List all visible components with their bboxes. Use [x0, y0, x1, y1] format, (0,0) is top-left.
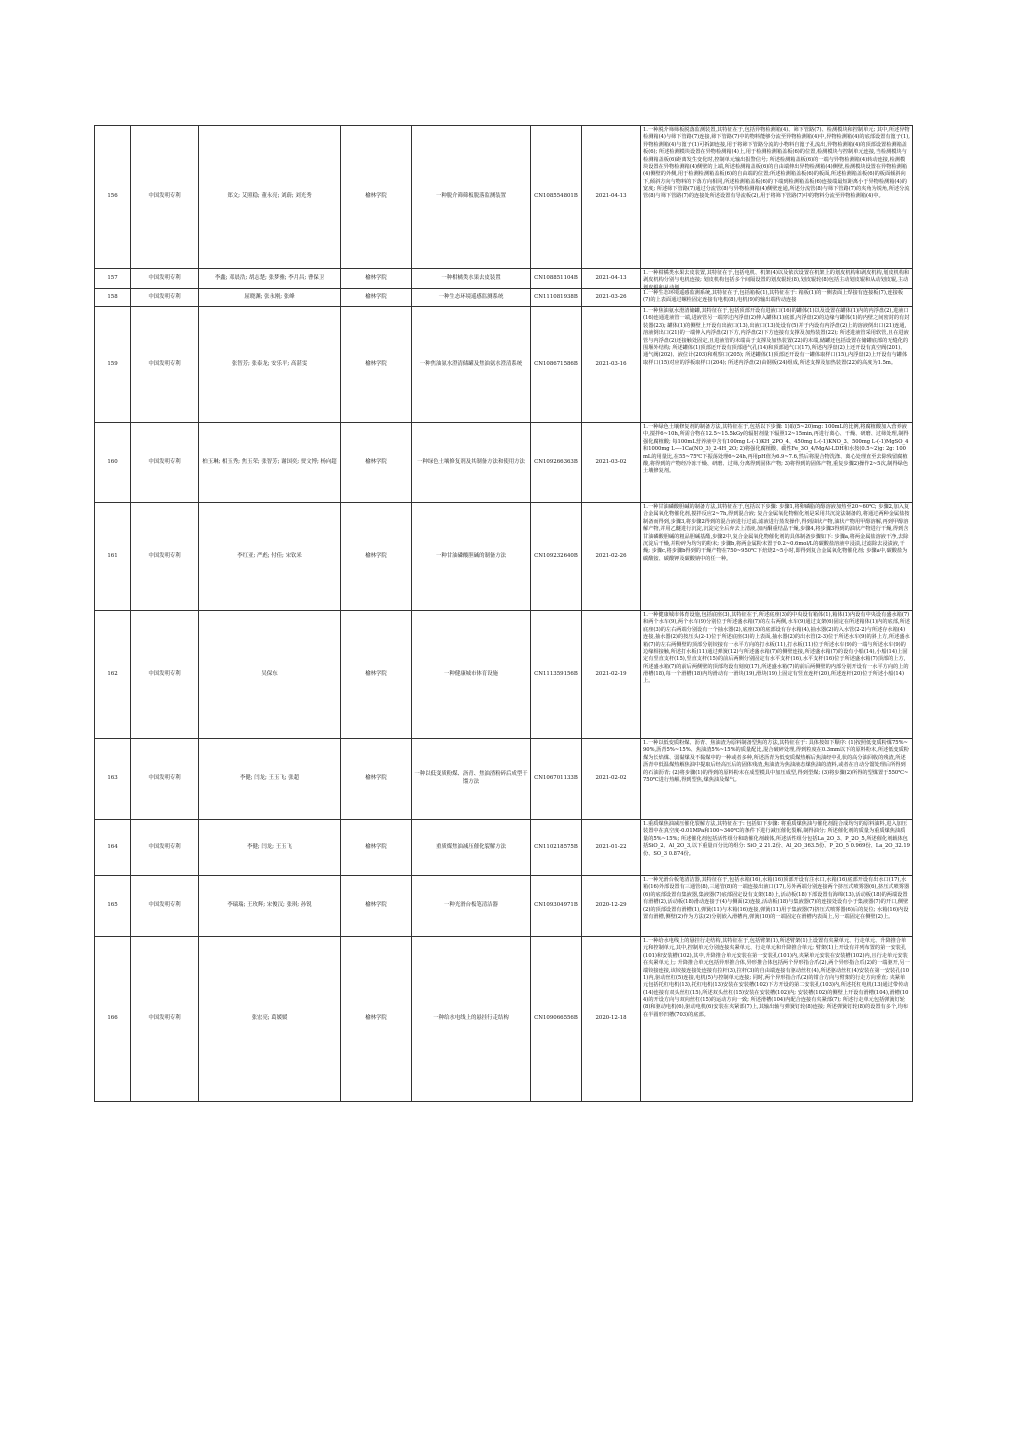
table-row: [95, 503, 913, 611]
row-number: 159: [107, 360, 118, 367]
organization-cell: [341, 307, 412, 423]
row-number: 163: [107, 775, 118, 782]
organization: 榆林学院: [365, 360, 387, 367]
publication-date: 2021-03-16: [595, 360, 627, 367]
publication-date: 2021-03-26: [595, 293, 627, 300]
inventors: 李健; 闫龙; 王玉飞: [247, 843, 292, 850]
publication-date: 2021-04-13: [595, 274, 627, 281]
patent-abstract: 1.一种光滑台板笔清洁器,其特征在于,包括水箱(16),水箱(16)顶部开设有注水口,水箱(16)底部开设有出水口(17),水箱(16)外部设置有三通管(8),三通管(8)的一端连接出液口(17),另外两端分别连接两个挤压式喷雾器(6),挤压式喷雾器(6)的底部设置有集液器,集液器(7)底部固定设有支架(18)上,活动板(18)下部设置有海绵(13),活动板(18)的两端设置有滑槽(2),活动板(18)滑动连接于(4)与侧面(2)连接,活动板(18)与集液器(7)的连接处设有小于集液器(7)的开口,侧壁(2)的顶部设置有滑槽(1),弹簧(11)与木箱(16)连接,弹簧(11)用于集液器(7)挤压式喷雾器(6)后的复位; 水箱(16)内设置有滑槽,侧壁(2)作为方法(2)分别嵌入滑槽内,弹簧(10)的一端固定在滑槽内表面上,另一端固定在侧壁(2)上。: [643, 877, 910, 920]
publication-number-cell: [531, 503, 582, 611]
publication-date: 2021-01-22: [595, 843, 627, 850]
publication-number: CN111359156B: [534, 670, 578, 677]
patent-title: 一种柑橘类水果去皮装置: [441, 274, 501, 281]
organization-cell: [341, 937, 412, 1102]
inventors-cell: [199, 269, 341, 289]
patent-type: 中国发明专利: [148, 670, 181, 677]
publication-number: CN111081938B: [534, 293, 578, 300]
organization: 榆林学院: [365, 670, 387, 677]
organization-cell: [341, 503, 412, 611]
organization-cell: [341, 820, 412, 876]
publication-date-cell: [582, 876, 641, 937]
patent-type-cell: [131, 876, 199, 937]
inventors-cell: [199, 423, 341, 503]
patent-type: 中国发明专利: [148, 1015, 181, 1022]
publication-date: 2021-03-02: [595, 458, 627, 465]
patent-abstract: 1.一种绿色土壤修复剂的制备方法,其特征在于,包括以下步骤: 1)取(5~20)mg: 100mL的比例,将腐植酸加入营养液中,搅拌6~10h,所需合物在12.5~15.5kGy的辐射剂量下辐照12~15min,再进行离心、干燥、研磨、过筛处理,制得强化腐植酸; 每100mL营养液中含有100mg L-(-1)KH_2PO_4、450mg L-(-1)KNO_3、500mg L-(-1)MgSO_4和1000mg L—-1Ca(NO_3)_2·4H_2O; 2)将强化腐植酸、碳性Fe_3O_4/MgAl-LDH和水按(0.5~2)g: 2g: 100mL的用量比,在55~75℃下振荡处理6~24h,再用pH值为6.9~7.6,然后将混合物洗涤、离心处理直至去除残留腐植酸,将得到的产物经冷冻干燥、研磨、过筛,分离得到固体产物; 3)将得到的固体产物,重复步骤2)操作2~5次,制得绿色土壤修复剂。: [643, 424, 909, 475]
patent-abstract: 1.一种柑橘类水果去皮装置,其特征在于,包括电机、机架(4)以及依次设置在机架上的划皮机构和剥皮机构,划皮机构和剥皮机构分别与电机连接; 划皮机构包括多个间隔设置的划皮辊轮(8),划皮辊轮(8)包括主动划皮辊和从动划皮辊,主动划皮辊和从动划: [643, 270, 910, 291]
publication-number-cell: [531, 307, 582, 423]
organization-cell: [341, 423, 412, 503]
publication-date-cell: [582, 503, 641, 611]
organization-cell: [341, 289, 412, 307]
inventors-cell: [199, 820, 341, 876]
patent-abstract: 1.一种生态环境遥感监测系统,其特征在于,包括箱板(1),其特征在于: 箱板(1)的一侧表面上焊接有连接板(7),连接板(7)的上表面通过螺栓固定连接有电机(8),电机(9)的输出端传动连接: [643, 290, 904, 304]
table-row: [95, 289, 913, 307]
organization: 榆林学院: [365, 902, 387, 909]
publication-date: 2020-12-29: [595, 902, 627, 909]
patent-type: 中国发明专利: [148, 552, 181, 559]
patent-title: 重质煤焦油减压催化裂解方法: [435, 843, 507, 850]
organization: 榆林学院: [365, 274, 387, 281]
inventors: 吴保东: [261, 670, 278, 677]
patent-title-cell: [412, 503, 531, 611]
inventors: 屈晓渊; 张永刚; 张峰: [244, 293, 295, 300]
table-row: [95, 876, 913, 937]
table-row: [95, 269, 913, 289]
publication-number-cell: [531, 423, 582, 503]
patent-title: 一种给水电线上的悬挂行走结构: [433, 1015, 509, 1022]
patent-title-cell: [412, 876, 531, 937]
patent-type-cell: [131, 820, 199, 876]
patent-title-cell: [412, 739, 531, 820]
row-number-cell: [95, 126, 131, 269]
inventors-cell: [199, 289, 341, 307]
patent-type-cell: [131, 307, 199, 423]
table-row: [95, 307, 913, 423]
publication-number-cell: [531, 269, 582, 289]
table-row: [95, 423, 913, 503]
publication-number-cell: [531, 876, 582, 937]
organization: 榆林学院: [365, 293, 387, 300]
publication-number: CN108671586B: [534, 360, 578, 367]
row-number-cell: [95, 611, 131, 739]
organization-cell: [341, 126, 412, 269]
publication-date-cell: [582, 289, 641, 307]
publication-date: 2021-02-26: [595, 552, 627, 559]
row-number-cell: [95, 289, 131, 307]
inventors-cell: [199, 307, 341, 423]
publication-number-cell: [531, 739, 582, 820]
patent-title-cell: [412, 269, 531, 289]
patent-type: 中国发明专利: [148, 193, 181, 200]
patent-abstract-cell: [641, 820, 913, 876]
inventors-cell: [199, 739, 341, 820]
patent-title: 一种焦油氨水澄清储罐及焦油氨水澄清系统: [419, 360, 523, 367]
table-row: [95, 937, 913, 1102]
inventors: 李健; 闫龙; 王玉飞; 张超: [239, 775, 300, 782]
inventors: 张宏亮; 葛媛媛: [251, 1015, 288, 1022]
row-number-cell: [95, 820, 131, 876]
table-row: [95, 126, 913, 269]
publication-number-cell: [531, 289, 582, 307]
row-number: 162: [107, 670, 118, 677]
patent-table-body: [95, 126, 913, 1102]
patent-abstract-cell: [641, 611, 913, 739]
row-number: 161: [107, 552, 118, 559]
publication-number: CN110218575B: [534, 843, 578, 850]
patent-title: 一种以低变质粉煤、沥青、焦油渣粉碎后成型干馏方法: [414, 771, 528, 785]
patent-type: 中国发明专利: [148, 360, 181, 367]
table-row: [95, 739, 913, 820]
publication-date: 2020-12-18: [595, 1015, 627, 1022]
patent-type: 中国发明专利: [148, 274, 181, 281]
publication-number: CN108851104B: [534, 274, 578, 281]
patent-type-cell: [131, 423, 199, 503]
organization: 榆林学院: [365, 193, 387, 200]
publication-number-cell: [531, 126, 582, 269]
patent-type-cell: [131, 269, 199, 289]
patent-title-cell: [412, 289, 531, 307]
inventors: 柏玉琳; 相玉秀; 焦玉荣; 张智芳; 谢国奕; 贾文博; 杨向超: [202, 458, 337, 465]
row-number-cell: [95, 503, 131, 611]
patent-abstract: 1.一种焦油氨水澄清储罐,其特征在于,包括顶部开设有进液口(16)的罐体(1)以及设置在罐体(1)内的内浮盘(2),进液口(16)连通进液管一端,进液管另一端穿过内浮盘(2)伸入罐体(1)底部,内浮盘(2)的边缘与罐体(1)的内壁之间密封的有封装器(23); 罐体(1)的侧壁上开设有出液口(13),出液口(13)处设有(5)并于内设有内浮盘(2)上的溶液倒出口(21)连通,溶液倒出口(21)的一端伸入内浮盘(2)下方,内浮盘(2)下方连接有支撑及加热装置(22); 所述进液管采用软管,且在进液管与内浮盘(2)还接触处固定,且进液管的末端高于支撑及加热装置(22)的末端,储罐还包括设置在储罐底部的无缝化的围堰外结构; 所述罐体(1)顶部还开设有顶部通气孔(14)和顶部通气口(17),所述内浮盘(2)上还开设有真空阀(201)、通气阀(202)、液位计(203)和观察口(205); 所述罐体(1)顶部还开设有一罐体取样口(15),内浮盘(2)上开设有与罐体取样口(15)对应的浮板取样口(204); 所述内浮盘(2)由钢板(24)组成,所述支撑及加热装置(22)的高度为1.5m。: [643, 308, 910, 366]
inventors: 李红亚; 严彪; 付佳; 宋钦米: [237, 552, 302, 559]
publication-date: 2021-02-02: [595, 775, 627, 782]
row-number: 160: [107, 458, 118, 465]
row-number: 165: [107, 902, 118, 909]
publication-date-cell: [582, 937, 641, 1102]
publication-number: CN109304971B: [534, 902, 578, 909]
row-number: 156: [107, 193, 118, 200]
organization: 榆林学院: [365, 552, 387, 559]
publication-number: CN109066556B: [534, 1015, 578, 1022]
patent-title: 一种甘油磷酸胆碱的制备方法: [435, 552, 507, 559]
patent-abstract-cell: [641, 269, 913, 289]
patent-type-cell: [131, 289, 199, 307]
organization-cell: [341, 611, 412, 739]
patent-title: 一种光滑台板笔清洁器: [444, 902, 498, 909]
publication-date-cell: [582, 126, 641, 269]
publication-date-cell: [582, 611, 641, 739]
patent-title-cell: [412, 937, 531, 1102]
patent-title-cell: [412, 126, 531, 269]
row-number: 164: [107, 843, 118, 850]
inventors-cell: [199, 503, 341, 611]
publication-date-cell: [582, 820, 641, 876]
inventors: 李鑫; 邓晨浩; 胡志楚; 张梦雅; 李月昌; 曹保卫: [214, 274, 325, 281]
inventors-cell: [199, 126, 341, 269]
patent-type-cell: [131, 126, 199, 269]
publication-number: CN109232640B: [534, 552, 578, 559]
patent-table: [94, 125, 913, 1102]
organization: 榆林学院: [365, 458, 387, 465]
organization-cell: [341, 269, 412, 289]
patent-type: 中国发明专利: [148, 843, 181, 850]
organization-cell: [341, 876, 412, 937]
patent-type: 中国发明专利: [148, 458, 181, 465]
patent-type: 中国发明专利: [148, 775, 181, 782]
patent-title-cell: [412, 611, 531, 739]
patent-abstract: 1.一种脱介筛筛板脱落监测装置,其特征在于,包括异物检测箱(4)、筛下管路(7)、检测模块和控制单元; 其中,所述异物检测箱(4)与筛下管路(7)连接,筛下管路(7)中的物料能够分流至异物检测箱(4)中,异物检测箱(4)的底部设置有篦子(1),异物检测箱(4)与篦子(1)可拆卸连接,用于将筛下管路分流的小物料自篦子孔流出,异物检测箱(4)的顶部设置检测箱盖板(6); 所述检测模块设置在异物检测箱(4)上,用于检测检测箱盖板(6)的位置,检测模块与控制单元连接,当检测模块与检测箱盖板(6)距离发生变化时,控制单元输出报警信号; 所述检测箱盖板(6)的一端与异物检测箱(4)转动连接,检测模块设置在异物检测箱(4)侧壁的上端,所述检测箱盖板(6)的自由端伸出异物检测箱(4)侧壁,检测模块设置在异物检测箱(4)侧壁的外侧,用于检测检测箱盖板(6)的自由端的位置;所述检测箱盖板(6)的板面,所述检测箱盖板(6)的板面倾斜向下,倾斜方向与物料的下落方向相同,所述检测箱盖板(6)的下端到检测箱盖板(6)连接端最短距离小于异物检测箱(4)的宽度; 所述筛下管路(7)通过分流管(8)与异物检测箱(4)侧壁连通,所述分流管(8)与筛下管路(7)的夹角为锐角,所述分流管(8)与筛下管路(7)的连接处所述设置有导流板(2),用于将筛下管路(7)中的物料分流至异物检测箱(4)中。: [643, 127, 910, 200]
patent-abstract-cell: [641, 937, 913, 1102]
row-number: 158: [107, 293, 118, 300]
patent-type-cell: [131, 937, 199, 1102]
inventors: 郑文; 艾照稳; 董永亮; 刘蔚; 刘光秀: [227, 193, 312, 200]
patent-abstract: 1.一种健康城市体育设施,包括底座(3),其特征在于,所述底座(3)的中央设有箱体(1),箱体(1)内设有中央设有盛水箱(7)和两个水车(9),两个水车(9)分别位于所述盛水箱(7)的左右两侧,水车(9)通过支架(6)固定在所述箱体(1)内的底部,所述底座(3)的左右两端分别设有一个抽水器(2),底座(3)的底部设有存水箱(4),抽水器(2)的入水管(2-2)与所述存水箱(4)连接,抽水器(2)的按压头(2-1)位于所述底座(3)的上表面,抽水器(2)的出水管(2-3)位于所述水车(9)的斜上方,所述盛水箱(7)的左右两侧壁的顶部分别铰接有一水平方向的打水板(11),打水板(11)位于所述水车(9)的一端与所述水车(9)的边缘相接触,所述打水板(11)通过弹簧(12)与所述盛水箱(7)的侧壁连接,所述盛水箱(7)的设有小船(14),小船(14)上固定有竖直支杆(15),竖直支杆(15)的前后两侧分别固定有水平支杆(16),水平支杆(16)位于所述盛水箱(7)顶部的上方,所述盛水箱(7)的前后两侧壁的顶部均设有刻度(17),所述盛水箱(7)的前后两侧壁的内部分别开设有一水平方向的上的滑槽(18),每一个滑槽(18)内均滑动有一滑块(19),滑块(19)上固定有竖直连杆(20),所述连杆(20)位于所述小船(14)上。: [643, 612, 910, 685]
row-number-cell: [95, 876, 131, 937]
patent-title-cell: [412, 423, 531, 503]
inventors-cell: [199, 611, 341, 739]
patent-title-cell: [412, 307, 531, 423]
patent-abstract-cell: [641, 423, 913, 503]
patent-type: 中国发明专利: [148, 293, 181, 300]
organization: 榆林学院: [365, 843, 387, 850]
organization: 榆林学院: [365, 1015, 387, 1022]
patent-title: 一种健康城市体育设施: [444, 670, 498, 677]
table-row: [95, 820, 913, 876]
patent-abstract-cell: [641, 289, 913, 307]
patent-type-cell: [131, 611, 199, 739]
publication-number-cell: [531, 611, 582, 739]
patent-type-cell: [131, 739, 199, 820]
publication-number: CN108554801B: [534, 193, 578, 200]
patent-abstract-cell: [641, 503, 913, 611]
patent-abstract: 1.一种以低变质粉煤、沥青、焦油渣为原料制备型焦的方法,其特征在于: 具体按如下顺序: (1)按照低变质粉煤75%~90%,沥青5%~15%、焦油渣5%~15%的质量配比,混合破碎处理,得到粒度在0.3mm以下的原料粉末,所述低变质粉煤为长焰煤、弱黏煤及不黏煤中的一种或者多种,所述沥青为低变质煤热解后焦油经中孔状的高分油回收的残渣,所述沥青中低温煤热解焦油中提取后经高压后的固体残渣,焦油渣为焦油液态煤焦油的渣料,或者在自动分馏处理后所得到的石油沥青; (2)将步骤(1)的得到的原料粉末在成型模具中加压成型,得到型煤; (3)将步骤(2)所得的型煤置于550℃~750℃进行热解,得到型焦,煤焦油及煤气。: [643, 740, 909, 783]
publication-date-cell: [582, 307, 641, 423]
publication-date-cell: [582, 423, 641, 503]
row-number-cell: [95, 739, 131, 820]
patent-abstract-cell: [641, 126, 913, 269]
inventors-cell: [199, 937, 341, 1102]
patent-abstract: 1.一种甘油磷酸胆碱的制备方法,其特征在于,包括以下步骤: 步骤1,将卵磷脂的醇溶液加热至20~60℃; 步骤2,加入复合金属氧化物催化剂,搅拌反应2~7h,得到混合液; 复合金属氧化物催化剂是采用共沉淀法制备的,将通过两种金属盐按制备而得到,步骤3,将步骤2得到的混合液进行过滤,滤液进行蒸发操作,得到油状产物,油状产物用甲醇溶解,再到甲醇溶解产物,并用乙醚进行沉淀,沉淀完全后弃去上清液,加丙酮重结晶干燥,步骤4,将步骤3得到的油状产物进行干燥,得到含甘油磷酸胆碱的粗品胆碱基酯,步骤2中,复合金属氧化物催化剂的具体制备步骤如下: 步骤a,将两金属盐溶液干净,去除沉淀后干燥,并粉碎为均匀的粉末; 步骤b,将两金属粉末置于0.2~0.6mol/L的碳酸盐溶液中浸渍,过滤除去浸渍液,干燥; 步骤c,将步骤b得到的干燥产物在750~950℃下焙烧2~5小时,即得到复合金属氧化物催化剂; 步骤a中,碳酸盐为碳酸铵、碳酸钾及碳酸钠中的任一种。: [643, 504, 910, 562]
table-row: [95, 611, 913, 739]
publication-number-cell: [531, 937, 582, 1102]
publication-number: CN109266363B: [534, 458, 578, 465]
publication-date-cell: [582, 739, 641, 820]
inventors-cell: [199, 876, 341, 937]
organization-cell: [341, 739, 412, 820]
patent-type-cell: [131, 503, 199, 611]
patent-abstract-cell: [641, 739, 913, 820]
publication-date: 2021-02-19: [595, 670, 627, 677]
patent-title: 一种生态环境遥感监测系统: [438, 293, 504, 300]
patent-type: 中国发明专利: [148, 902, 181, 909]
organization: 榆林学院: [365, 775, 387, 782]
patent-abstract-cell: [641, 307, 913, 423]
row-number: 166: [107, 1015, 118, 1022]
publication-date: 2021-04-13: [595, 193, 627, 200]
inventors: 张智芳; 张泰龙; 安乐平; 高湛雯: [231, 360, 308, 367]
publication-number: CN106701133B: [534, 775, 578, 782]
row-number: 157: [107, 274, 118, 281]
inventors: 李瑞瑞; 王玫辉; 宋俊汉; 张琪; 孙锐: [227, 902, 312, 909]
publication-number-cell: [531, 820, 582, 876]
patent-title-cell: [412, 820, 531, 876]
row-number-cell: [95, 423, 131, 503]
patent-title: 一种绿色土壤修复剂及其制备方法和使用方法: [417, 458, 525, 465]
patent-abstract-cell: [641, 876, 913, 937]
patent-title: 一种脱介筛筛板脱落监测装置: [435, 193, 507, 200]
row-number-cell: [95, 307, 131, 423]
row-number-cell: [95, 937, 131, 1102]
row-number-cell: [95, 269, 131, 289]
patent-abstract: 1.一种给水电线上的悬挂行走结构,其特征在于,包括臂架(1),所述臂架(1)上设置有夹紧单元、行走单元、升降推合单元和控制单元,其中,控制单元分别连接夹紧单元、行走单元和升降推合单元; 臂架(1)上开设有并列布置的第一安装孔(101)和安装槽(102),其中,升降推合单元安装在第一安装孔(101)内,夹紧单元安装在安装槽(102)内,且行走单元安装在夹紧单元上; 升降推合单元包括异形推合体,异形推合体包括两个异形指合爪(2),两个异形指合爪(2)的一端驱开,另一端铰接连接,该铰接连接处连接有拉杆(3),拉杆(3)的自由端连接有驱动丝杠(4),所述驱动丝杠(4)安装在第一安装孔(101)内,驱动丝杠(5)连接,电机(5)与控制单元连接; 同时,两个异形指合爪(2)的钳合方向与臂架的行走方向垂直; 夹紧单元包括托杠电机(13),托杠电机(13)安装在安装槽(102)下方开设的第二安装孔(103)内,所述托杠电机(13)通过带传动(14)连接有双头丝杠(15),所述双头丝杠(15)安装在安装槽(102)内; 安装槽(102)的侧壁上开设有滑槽(104),滑槽(104)的开设方向与双向丝杠(15)的运动方向一致; 所述滑槽(104)内配合连接有夹紧部(7); 所述行走单元包括弹簧钉轮(8)和驱动电机(6),驱动电机(6)安装在夹紧部(7)上,其输出轴与弹簧钉轮(8)连接; 所述弹簧钉轮(8)的设置有多个,均布在半圆形凹槽(703)的底部。: [643, 938, 910, 1018]
publication-date-cell: [582, 269, 641, 289]
patent-abstract: 1.重质煤焦油减压催化裂解方法,其特征在于: 包括如下步骤: 将重质煤焦油与催化剂混合成均匀的原料油料,进入加压装置中在真空度-0.01MPa和100~340℃的条件下进行减压催化裂解,制得油分; 所述催化剂的质量为重质煤焦油质量的5%~15%; 所述催化剂包括活性组分和助催化剂载体,所述活性组分包括La_2O_3、P_2O_5,所述催化剂载体包括SiO_2、Al_2O_3,以下重量百分比的组分: SiO_2 21.2份、Al_2O_363.5份、P_2O_5 0.969份、La_2O_32.19份、SO_3 0.874份。: [643, 821, 910, 857]
